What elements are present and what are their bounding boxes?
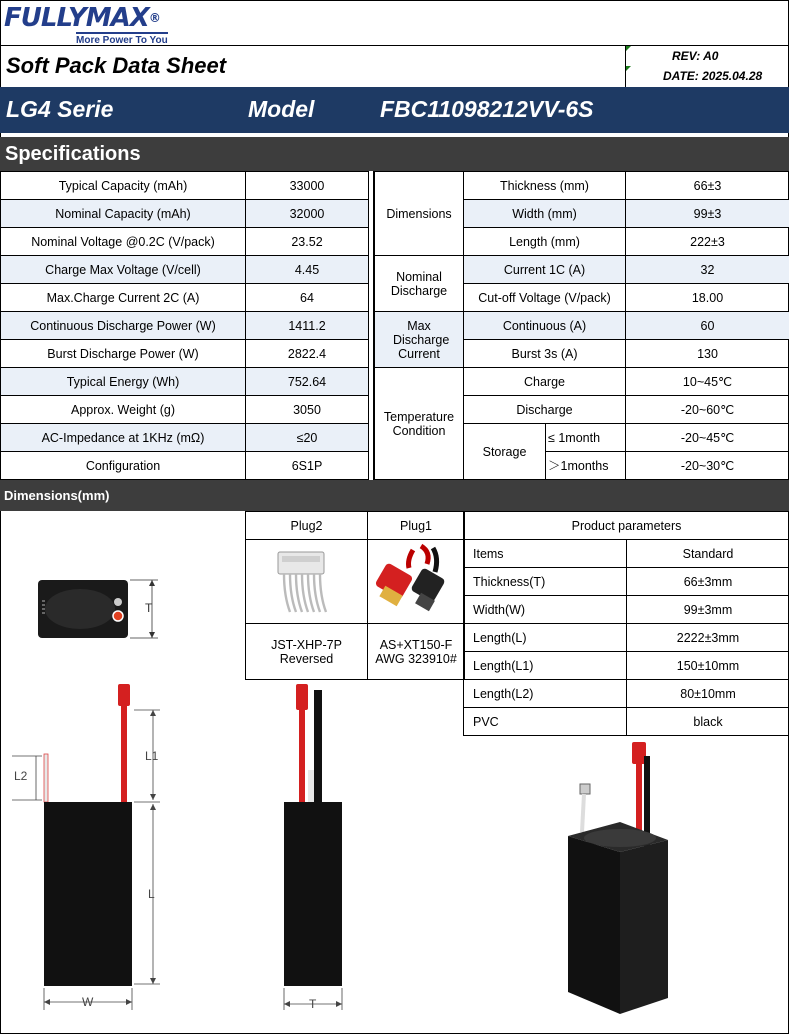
spec-label: Typical Capacity (mAh) [1, 172, 246, 200]
spec-row [1, 256, 369, 284]
spec-label: Nominal Capacity (mAh) [1, 200, 246, 228]
spec-label: Configuration [1, 452, 246, 480]
group-max-discharge: Max Discharge Current [375, 312, 464, 368]
spec-label: Approx. Weight (g) [1, 396, 246, 424]
date-label: DATE: 2025.04.28 [663, 69, 763, 83]
group-dimensions: Dimensions [375, 172, 464, 256]
group-nominal-discharge: Nominal Discharge [375, 256, 464, 312]
spec-value: 66±3 [626, 172, 789, 200]
table-row [464, 708, 789, 736]
brand-name: FULLYMAX [4, 3, 149, 33]
battery-3d-view [560, 740, 680, 1020]
param-item: Length(L) [464, 624, 627, 652]
spec-label: Cut-off Voltage (V/pack) [464, 284, 626, 312]
specs-table-right [374, 171, 789, 480]
model-number: FBC11098212VV-6S [380, 96, 594, 122]
dim-l-label: L [148, 887, 155, 901]
spec-value: 18.00 [626, 284, 789, 312]
dim-l1-label: L1 [145, 749, 159, 763]
spec-row [1, 228, 369, 256]
specs-table-left [0, 171, 369, 480]
spec-value: 1411.2 [246, 312, 369, 340]
param-value: 150±10mm [627, 652, 789, 680]
spec-row [375, 312, 789, 340]
storage-label: Storage [464, 424, 546, 480]
spec-label: Current 1C (A) [464, 256, 626, 284]
brand-tagline: More Power To You [76, 32, 168, 46]
spec-value: -20~30℃ [626, 452, 789, 480]
spec-label: Typical Energy (Wh) [1, 368, 246, 396]
param-item: PVC [464, 708, 627, 736]
spec-row [1, 368, 369, 396]
items-header: Items [464, 540, 627, 568]
spec-value: 6S1P [246, 452, 369, 480]
jst-connector-image [270, 546, 340, 618]
specifications-heading: Specifications [5, 143, 141, 165]
spec-value: 130 [626, 340, 789, 368]
page-title: Soft Pack Data Sheet [6, 53, 227, 78]
dim-w-label: W [82, 995, 94, 1009]
revision-label: REV: A0 [672, 49, 719, 63]
product-params-table [463, 511, 789, 736]
plug2-name: JST-XHP-7P Reversed [246, 624, 368, 680]
spec-label: ＞1months [546, 452, 626, 480]
dim-t-label: T [145, 601, 153, 615]
dimensions-bar [0, 480, 789, 511]
param-value: 66±3mm [627, 568, 789, 596]
spec-value: -20~45℃ [626, 424, 789, 452]
spec-label: Continuous (A) [464, 312, 626, 340]
spec-row [375, 368, 789, 396]
spec-label: ≤ 1month [546, 424, 626, 452]
spec-row [1, 172, 369, 200]
spec-value: 23.52 [246, 228, 369, 256]
spec-label: Charge Max Voltage (V/cell) [1, 256, 246, 284]
spec-value: 3050 [246, 396, 369, 424]
table-row [464, 596, 789, 624]
spec-row [1, 312, 369, 340]
series-name: LG4 Serie [6, 96, 114, 122]
spec-value: 222±3 [626, 228, 789, 256]
table-row [464, 652, 789, 680]
param-value: 99±3mm [627, 596, 789, 624]
spec-value: 64 [246, 284, 369, 312]
product-params-header: Product parameters [464, 512, 789, 540]
table-row [464, 540, 789, 568]
param-item: Width(W) [464, 596, 627, 624]
spec-value: 60 [626, 312, 789, 340]
plug2-header: Plug2 [246, 512, 368, 540]
spec-value: -20~60℃ [626, 396, 789, 424]
spec-label: Charge [464, 368, 626, 396]
table-row [464, 680, 789, 708]
param-value: 80±10mm [627, 680, 789, 708]
plug1-header: Plug1 [368, 512, 465, 540]
param-value: 2222±3mm [627, 624, 789, 652]
spec-row [1, 396, 369, 424]
param-value: black [627, 708, 789, 736]
param-item: Length(L2) [464, 680, 627, 708]
param-item: Length(L1) [464, 652, 627, 680]
spec-row [375, 172, 789, 200]
spec-value: 4.45 [246, 256, 369, 284]
spec-row [1, 200, 369, 228]
brand-logo [4, 4, 204, 44]
spec-value: 32000 [246, 200, 369, 228]
brand-reg: ® [148, 11, 160, 25]
battery-top-view [30, 570, 170, 645]
cell-marker [626, 66, 631, 71]
spec-value: 99±3 [626, 200, 789, 228]
spec-value: 33000 [246, 172, 369, 200]
spec-label: Continuous Discharge Power (W) [1, 312, 246, 340]
spec-row [1, 424, 369, 452]
spec-label: Width (mm) [464, 200, 626, 228]
plug1-name: AS+XT150-F AWG 323910# [368, 624, 465, 680]
spec-row [375, 256, 789, 284]
spec-value: 10~45℃ [626, 368, 789, 396]
spec-label: Length (mm) [464, 228, 626, 256]
spec-label: Nominal Voltage @0.2C (V/pack) [1, 228, 246, 256]
spec-row [1, 340, 369, 368]
spec-label: AC-Impedance at 1KHz (mΩ) [1, 424, 246, 452]
spec-label: Burst Discharge Power (W) [1, 340, 246, 368]
spec-label: Discharge [464, 396, 626, 424]
spec-value: 2822.4 [246, 340, 369, 368]
model-label: Model [248, 96, 315, 122]
cell-marker [626, 46, 631, 51]
spec-row [1, 284, 369, 312]
param-item: Thickness(T) [464, 568, 627, 596]
spec-label: Max.Charge Current 2C (A) [1, 284, 246, 312]
battery-front-view [8, 680, 178, 1016]
group-temperature: Temperature Condition [375, 368, 464, 480]
spec-label: Thickness (mm) [464, 172, 626, 200]
dim-t-label-side: T [309, 997, 317, 1011]
spec-row [1, 452, 369, 480]
spec-label: Burst 3s (A) [464, 340, 626, 368]
xt150-connector-image [373, 542, 458, 620]
dim-l2-label: L2 [14, 769, 28, 783]
battery-side-view [272, 680, 362, 1016]
dimensions-heading: Dimensions(mm) [4, 488, 110, 503]
spec-value: 32 [626, 256, 789, 284]
spec-value: ≤20 [246, 424, 369, 452]
standard-header: Standard [627, 540, 789, 568]
table-row [464, 568, 789, 596]
table-row [464, 624, 789, 652]
spec-value: 752.64 [246, 368, 369, 396]
